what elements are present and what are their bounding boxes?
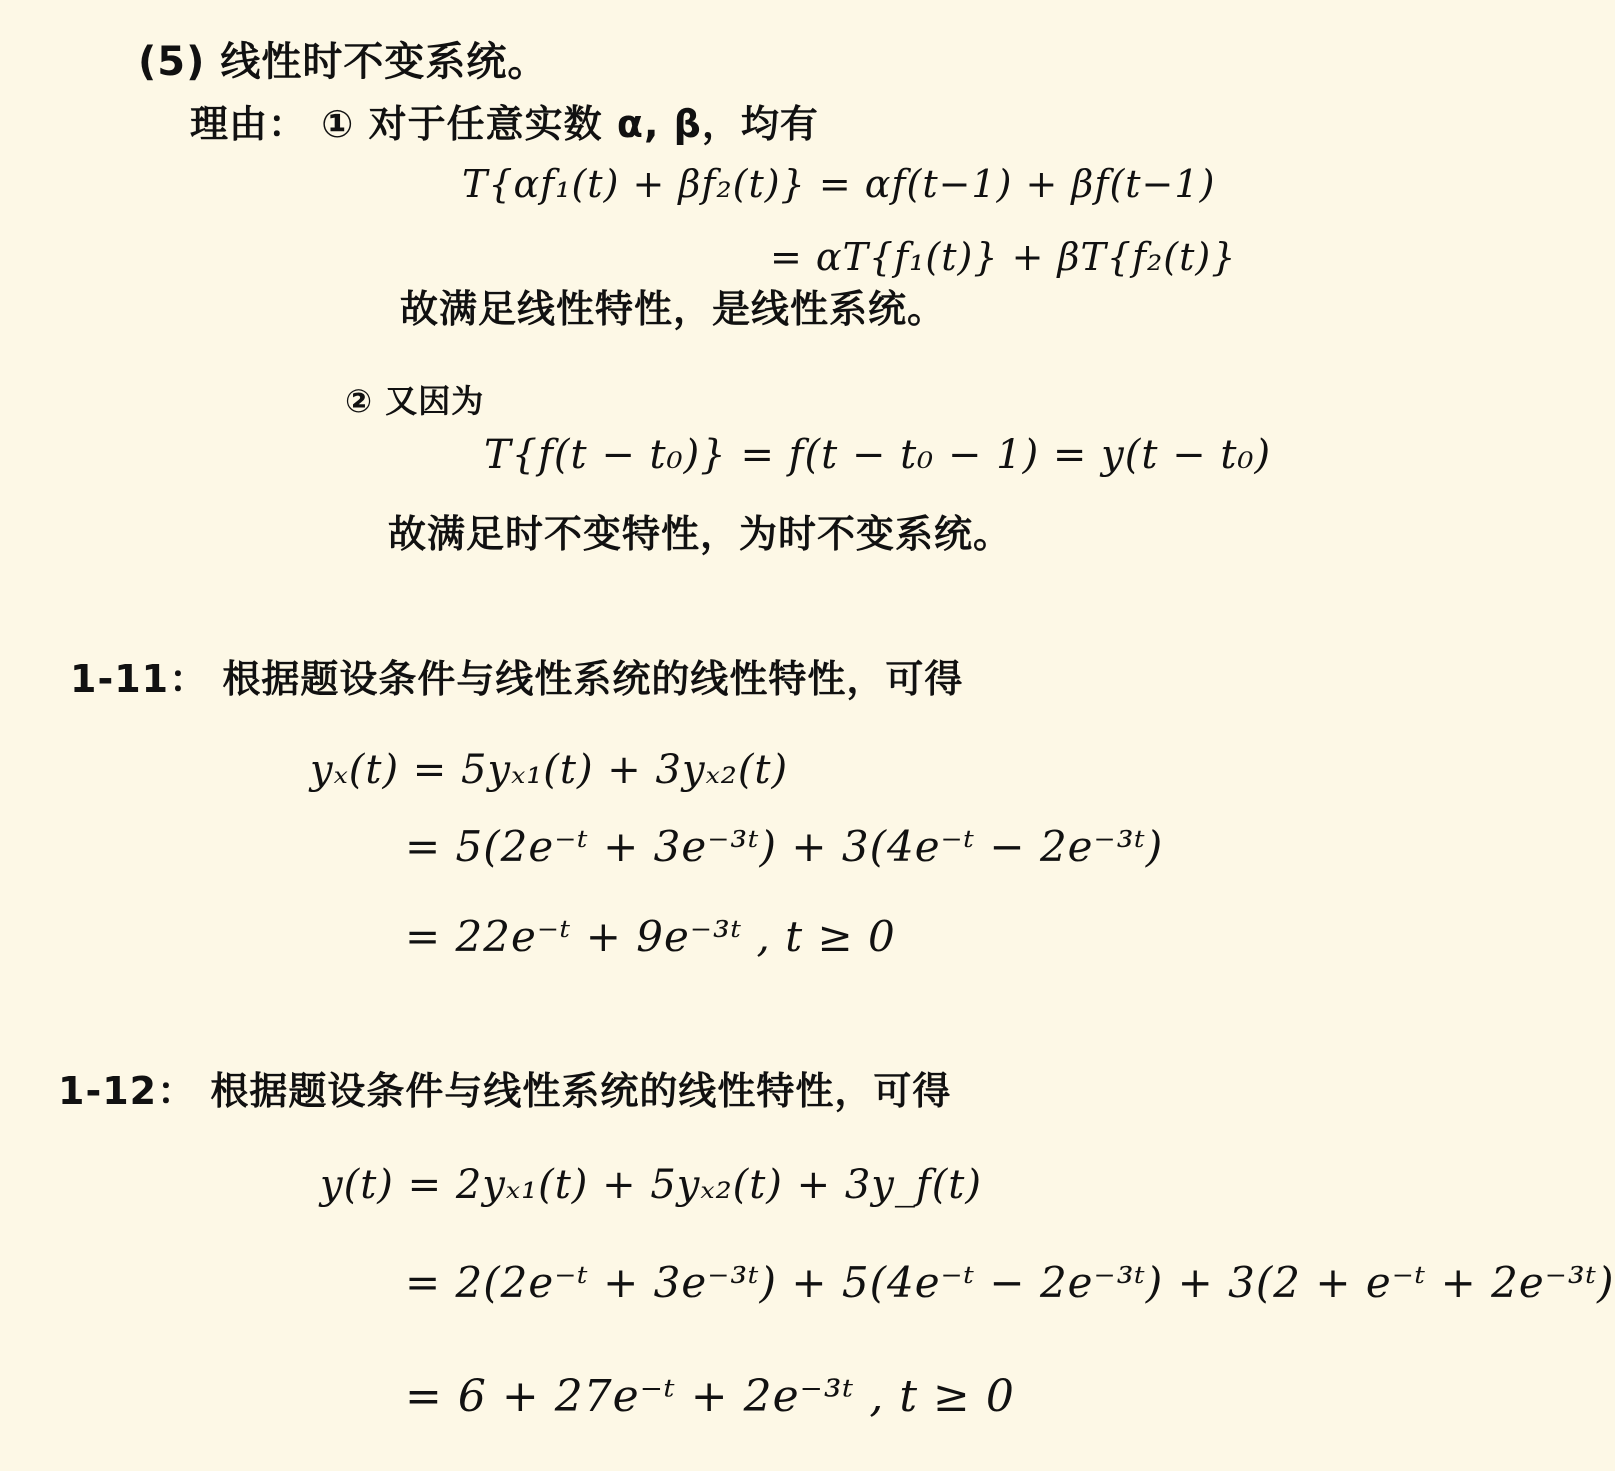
problem-1-11-equation-1: yₓ(t) = 5yₓ₁(t) + 3yₓ₂(t) — [310, 747, 789, 793]
problem-1-12-equation-3: = 6 + 27e⁻ᵗ + 2e⁻³ᵗ , t ≥ 0 — [405, 1371, 1015, 1422]
problem-1-12-equation-1: y(t) = 2yₓ₁(t) + 5yₓ₂(t) + 3y_f(t) — [320, 1162, 982, 1208]
problem-1-11-equation-2: = 5(2e⁻ᵗ + 3e⁻³ᵗ) + 3(4e⁻ᵗ − 2e⁻³ᵗ) — [405, 822, 1164, 871]
linearity-conclusion: 故满足线性特性，是线性系统。 — [400, 287, 947, 331]
linearity-equation-line-1: T{αf₁(t) + βf₂(t)} = αf(t−1) + βf(t−1) — [462, 162, 1216, 206]
section-5-title: (5) 线性时不变系统。 — [138, 39, 549, 85]
time-invariance-conclusion: 故满足时不变特性，为时不变系统。 — [388, 512, 1013, 556]
problem-1-11-heading: 1-11： 根据题设条件与线性系统的线性特性，可得 — [70, 657, 964, 701]
time-invariance-equation: T{f(t − t₀)} = f(t − t₀ − 1) = y(t − t₀) — [484, 432, 1272, 478]
reason-2-text: ② 又因为 — [345, 382, 485, 420]
problem-1-11-equation-3: = 22e⁻ᵗ + 9e⁻³ᵗ , t ≥ 0 — [405, 912, 896, 961]
linearity-equation-line-2: = αT{f₁(t)} + βT{f₂(t)} — [770, 235, 1237, 279]
problem-1-12-equation-2: = 2(2e⁻ᵗ + 3e⁻³ᵗ) + 5(4e⁻ᵗ − 2e⁻³ᵗ) + 3(2 + e⁻ᵗ + 2e⁻³ᵗ) — [405, 1258, 1615, 1307]
reason-1-text: 理由： ① 对于任意实数 α, β，均有 — [190, 102, 819, 146]
problem-1-12-heading: 1-12： 根据题设条件与线性系统的线性特性，可得 — [58, 1069, 952, 1113]
